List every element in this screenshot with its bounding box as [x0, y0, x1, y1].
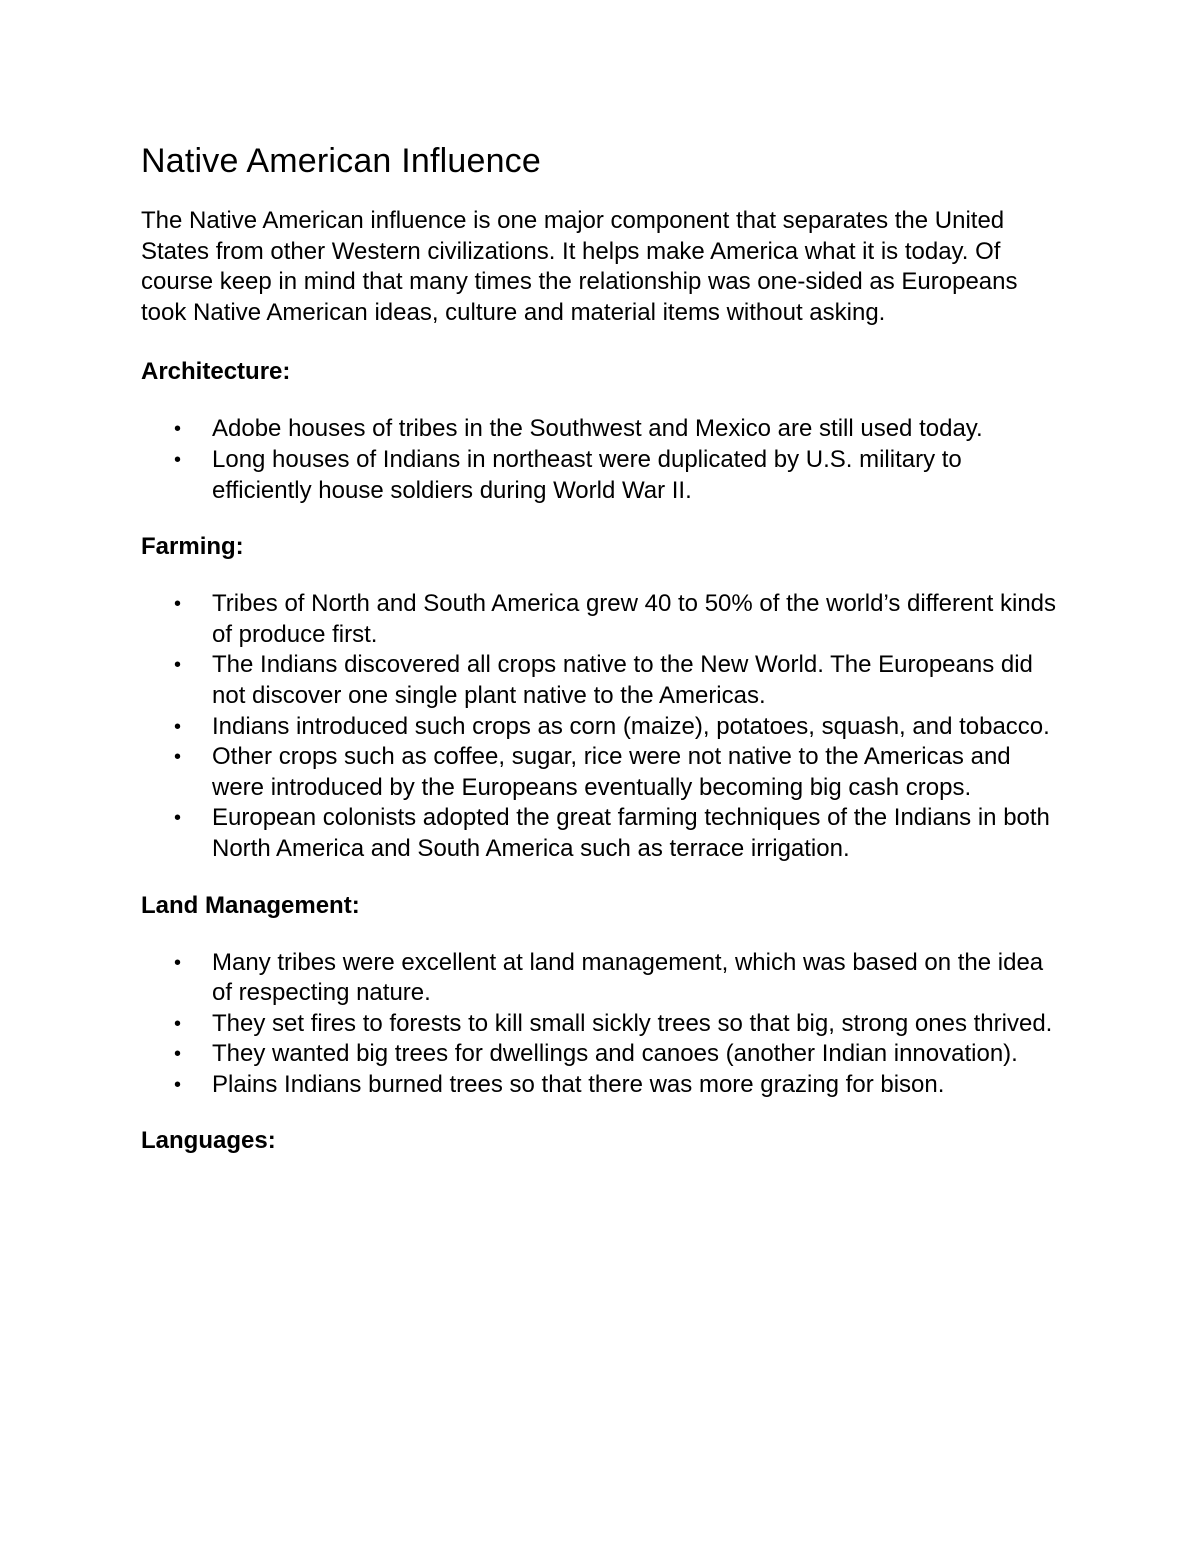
list-item: [141, 1039, 1061, 1070]
list-item-text: Other crops such as coffee, sugar, rice were not native to the Americas and were introduced by the Europeans eventually becoming big cash crops.: [212, 743, 1011, 801]
list-item: [141, 1009, 1061, 1040]
section-heading: Languages:: [141, 1127, 276, 1155]
list-item-text: Many tribes were excellent at land management, which was based on the idea of respecting nature.: [212, 948, 1044, 1007]
list-item: [141, 1070, 1061, 1101]
list-item: [141, 948, 1061, 1009]
section-heading: Land Management:: [141, 891, 360, 919]
bullet-icon: •: [174, 715, 182, 738]
list-item-text: Adobe houses of tribes in the Southwest and Mexico are still used today.: [212, 415, 983, 443]
section-farming: [141, 531, 1061, 864]
bullet-icon: •: [174, 807, 182, 830]
list-item-text: They set fires to forests to kill small sickly trees so that big, strong ones thrived.: [212, 1009, 1053, 1037]
section-languages: [141, 1125, 1061, 1157]
list-item-text: Plains Indians burned trees so that there was more grazing for bison.: [212, 1070, 945, 1098]
section-heading: Farming:: [141, 533, 244, 561]
bullet-icon: •: [174, 593, 182, 616]
list-item-text: Indians introduced such crops as corn (maize), potatoes, squash, and tobacco.: [212, 712, 1050, 740]
list-item: [141, 445, 1061, 506]
bullet-icon: •: [174, 951, 182, 974]
bullet-list: [141, 414, 1061, 506]
list-item: [141, 803, 1061, 864]
list-item: [141, 712, 1061, 743]
list-item: [141, 650, 1061, 711]
list-item-text: European colonists adopted the great farming techniques of the Indians in both North America and South America such as terrace irrigation.: [212, 804, 1050, 862]
bullet-icon: •: [174, 654, 182, 677]
document-page: [141, 138, 1061, 1183]
list-item: [141, 414, 1061, 445]
section-land-management: [141, 890, 1061, 1101]
bullet-icon: •: [174, 1012, 182, 1035]
list-item-text: Tribes of North and South America grew 40 to 50% of the world’s different kinds of produce first.: [212, 590, 1057, 648]
bullet-list: [141, 589, 1061, 864]
document-title: Native American Influence: [141, 142, 541, 180]
list-item: [141, 589, 1061, 650]
bullet-icon: •: [174, 746, 182, 769]
bullet-list: [141, 948, 1061, 1101]
list-item-text: Long houses of Indians in northeast were duplicated by U.S. military to efficiently house soldiers during World War II.: [212, 445, 962, 504]
bullet-icon: •: [174, 1043, 182, 1066]
bullet-icon: •: [174, 1073, 182, 1096]
list-item-text: The Indians discovered all crops native to the New World. The Europeans did not discover one single plant native to the Americas.: [212, 651, 1033, 709]
list-item-text: They wanted big trees for dwellings and canoes (another Indian innovation).: [212, 1040, 1018, 1068]
section-heading: Architecture:: [141, 358, 291, 386]
list-item: [141, 742, 1061, 803]
section-architecture: [141, 356, 1061, 506]
intro-paragraph: The Native American influence is one major component that separates the United States from other Western civilizations. It helps make America what it is today. Of course keep in mind that many times the relationship was one-sided as Europeans took Native American ideas, culture and material items without asking.: [141, 207, 1018, 326]
bullet-icon: •: [174, 418, 182, 441]
bullet-icon: •: [174, 448, 182, 471]
